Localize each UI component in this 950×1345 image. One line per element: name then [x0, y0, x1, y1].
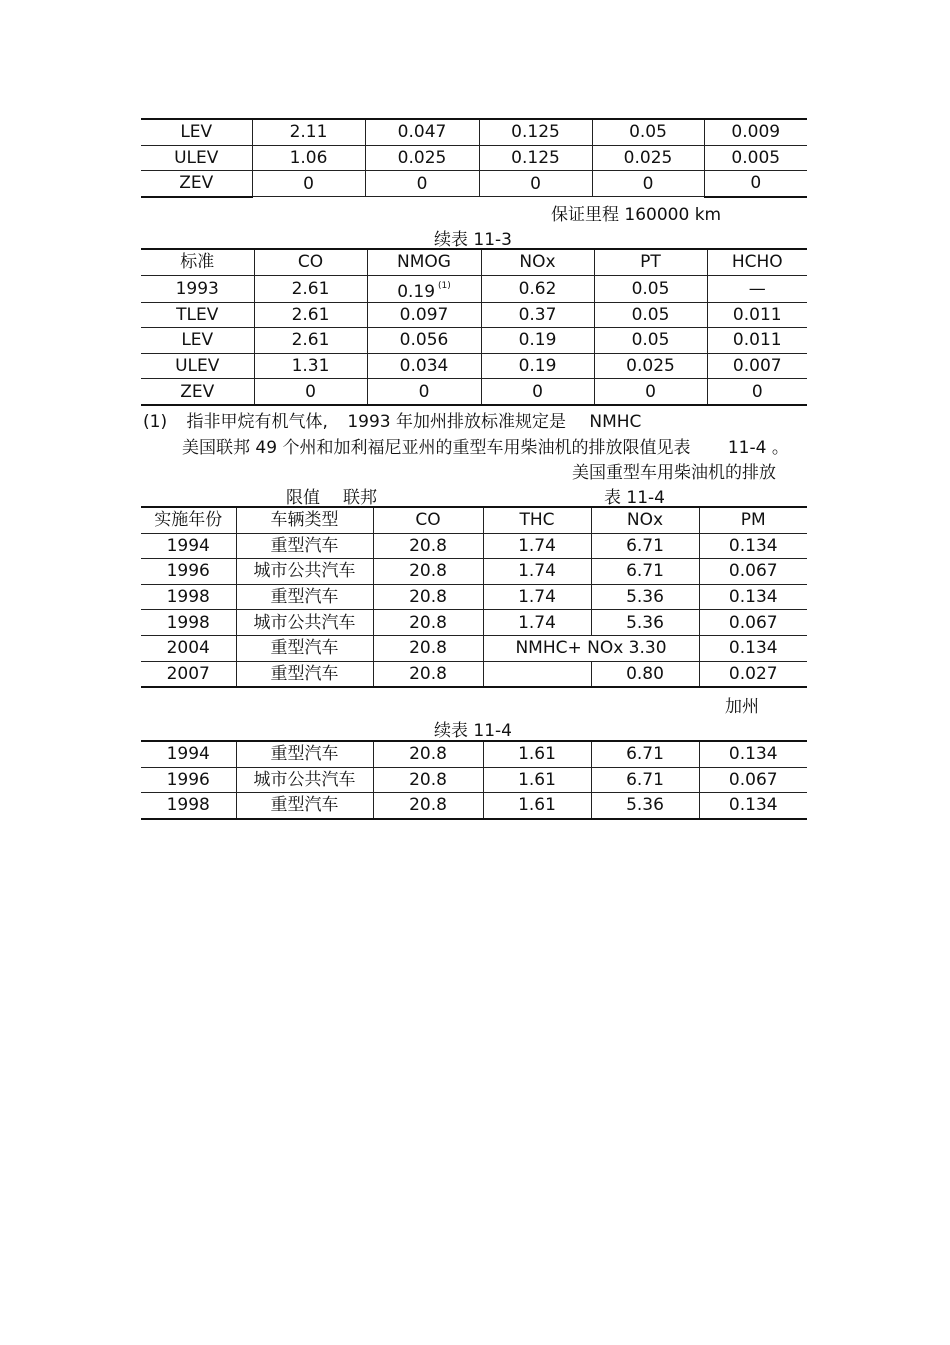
- table-cell: 0.025: [592, 145, 704, 171]
- table-cell: 0.80: [591, 661, 699, 687]
- table-cell: 1.61: [483, 793, 591, 819]
- table-cell: 5.36: [591, 610, 699, 636]
- table-cell: 0: [365, 171, 479, 197]
- paragraph-text: 美国联邦 49 个州和加利福尼亚州的重型车用柴油机的排放限值见表: [182, 438, 691, 458]
- table-cell: 6.71: [591, 767, 699, 793]
- table-cell: 0.05: [594, 302, 707, 328]
- table-cell: 重型汽车: [236, 635, 373, 661]
- table-caption: 续表 11-4: [434, 721, 512, 741]
- column-header: PT: [594, 249, 707, 275]
- table-cell: 0: [254, 379, 367, 405]
- table-cell: 0.047: [365, 119, 479, 145]
- column-header: PM: [699, 507, 807, 533]
- table-cell: 20.8: [373, 767, 483, 793]
- table-cell: 1993: [141, 275, 254, 302]
- table-cell: 0.134: [699, 533, 807, 559]
- table-cell: 重型汽车: [236, 661, 373, 687]
- table-title-left: 限值: [286, 488, 320, 508]
- column-header: 车辆类型: [236, 507, 373, 533]
- table-cell: 0.011: [707, 328, 807, 354]
- table-cell: 0: [707, 379, 807, 405]
- table-caption: 表 11-4: [604, 488, 665, 508]
- footnote-text-2: 1993 年加州排放标准规定是: [347, 412, 566, 432]
- table-cell: 0.134: [699, 741, 807, 767]
- table-cell: 20.8: [373, 635, 483, 661]
- table-cell: TLEV: [141, 302, 254, 328]
- table-cell: 5.36: [591, 793, 699, 819]
- table-cell: 1998: [141, 610, 236, 636]
- footnote-marker: (1): [438, 280, 451, 291]
- table-emission-standards-continued: [141, 118, 807, 198]
- footnote-mark: (1): [143, 412, 168, 432]
- table-cell: 0.009: [704, 119, 807, 145]
- table-cell: [483, 661, 591, 687]
- table-cell: 6.71: [591, 559, 699, 585]
- table-row: [141, 119, 807, 145]
- table-cell: 0.005: [704, 145, 807, 171]
- table-cell: 0.05: [594, 275, 707, 302]
- table-cell: 20.8: [373, 661, 483, 687]
- table-row: [141, 635, 807, 661]
- table-cell: 0: [479, 171, 592, 197]
- table-cell: 0.067: [699, 610, 807, 636]
- table-cell: 1994: [141, 741, 236, 767]
- body-paragraph: [182, 433, 789, 458]
- table-cell: ZEV: [141, 379, 254, 405]
- table-cell-merged: NMHC+ NOx 3.30: [483, 635, 699, 661]
- column-header: HCHO: [707, 249, 807, 275]
- column-header: CO: [373, 507, 483, 533]
- table-cell: 20.8: [373, 559, 483, 585]
- table-title: 美国重型车用柴油机的排放: [572, 463, 776, 483]
- table-cell: 重型汽车: [236, 793, 373, 819]
- table-emission-standards-11-3: [141, 248, 807, 406]
- column-header: NOx: [481, 249, 594, 275]
- table-row: [141, 533, 807, 559]
- table-row: [141, 171, 807, 197]
- table-cell: ZEV: [141, 171, 252, 197]
- table-cell: 2004: [141, 635, 236, 661]
- table-cell: 1996: [141, 767, 236, 793]
- table-cell: 0.027: [699, 661, 807, 687]
- column-header: 标准: [141, 249, 254, 275]
- table-cell: 0: [367, 379, 481, 405]
- table-cell: 0.125: [479, 145, 592, 171]
- table-row: [141, 793, 807, 819]
- table-cell: 城市公共汽车: [236, 559, 373, 585]
- table-row: [141, 302, 807, 328]
- table-cell: 1998: [141, 793, 236, 819]
- table-cell: 0.067: [699, 767, 807, 793]
- warranty-note: 保证里程 160000 km: [551, 205, 722, 225]
- table-cell: 1994: [141, 533, 236, 559]
- table-heavy-duty-federal: [141, 506, 807, 688]
- table-cell: 1.74: [483, 584, 591, 610]
- table-cell: 0.134: [699, 793, 807, 819]
- table-row: [141, 145, 807, 171]
- table-cell: 城市公共汽车: [236, 610, 373, 636]
- table-cell: 0.125: [479, 119, 592, 145]
- table-cell: 20.8: [373, 584, 483, 610]
- table-heavy-duty-california: [141, 740, 807, 820]
- table-cell: 重型汽车: [236, 533, 373, 559]
- table-cell: 20.8: [373, 533, 483, 559]
- table-cell: 1.61: [483, 767, 591, 793]
- table-row: [141, 741, 807, 767]
- table-cell: 20.8: [373, 741, 483, 767]
- table-cell: 1.74: [483, 559, 591, 585]
- table-header-row: [141, 249, 807, 275]
- table-cell: 0.025: [594, 353, 707, 379]
- table-cell: 0.05: [592, 119, 704, 145]
- column-header: 实施年份: [141, 507, 236, 533]
- table-cell: 0.134: [699, 635, 807, 661]
- table-row: [141, 610, 807, 636]
- table-cell: 6.71: [591, 533, 699, 559]
- table-cell: 0.19: [481, 353, 594, 379]
- table-cell: 1.61: [483, 741, 591, 767]
- table-cell: [367, 275, 481, 302]
- table-row: [141, 328, 807, 354]
- table-cell: 0.056: [367, 328, 481, 354]
- table-caption: 续表 11-3: [434, 230, 512, 250]
- table-row: [141, 584, 807, 610]
- table-cell: 0.19: [481, 328, 594, 354]
- table-section-california: 加州: [725, 697, 759, 717]
- table-cell: 0: [252, 171, 365, 197]
- footnote-text: 指非甲烷有机气体,: [186, 412, 328, 432]
- table-cell: 1.06: [252, 145, 365, 171]
- table-cell: 0.067: [699, 559, 807, 585]
- table-section-federal: 联邦: [343, 488, 377, 508]
- table-cell: 0: [704, 171, 807, 197]
- table-cell: 0.05: [594, 328, 707, 354]
- table-cell: 2.61: [254, 328, 367, 354]
- table-row: [141, 275, 807, 302]
- column-header: NMOG: [367, 249, 481, 275]
- table-cell: 0.007: [707, 353, 807, 379]
- table-row: [141, 559, 807, 585]
- table-cell: ULEV: [141, 145, 252, 171]
- table-cell-value: 0.19: [397, 281, 436, 302]
- table-cell: 0.025: [365, 145, 479, 171]
- table-cell: 20.8: [373, 793, 483, 819]
- column-header: CO: [254, 249, 367, 275]
- column-header: THC: [483, 507, 591, 533]
- table-cell: 0.62: [481, 275, 594, 302]
- table-cell: LEV: [141, 119, 252, 145]
- table-cell: 1.31: [254, 353, 367, 379]
- table-cell: 0.37: [481, 302, 594, 328]
- table-cell: 0: [592, 171, 704, 197]
- table-row: [141, 661, 807, 687]
- table-cell: —: [707, 275, 807, 302]
- table-cell: 1996: [141, 559, 236, 585]
- table-cell: 1.74: [483, 533, 591, 559]
- table-cell: 0.034: [367, 353, 481, 379]
- table-cell: ULEV: [141, 353, 254, 379]
- paragraph-table-ref: 11-4 。: [727, 438, 789, 458]
- table-cell: 5.36: [591, 584, 699, 610]
- table-row: [141, 353, 807, 379]
- table-cell: 2.61: [254, 302, 367, 328]
- table-cell: 1998: [141, 584, 236, 610]
- table-cell: 2007: [141, 661, 236, 687]
- column-header: NOx: [591, 507, 699, 533]
- table-row: [141, 767, 807, 793]
- table-row: [141, 379, 807, 405]
- table-cell: 0: [481, 379, 594, 405]
- footnote: [143, 407, 641, 432]
- table-cell: 0.134: [699, 584, 807, 610]
- table-cell: 2.61: [254, 275, 367, 302]
- table-cell: 城市公共汽车: [236, 767, 373, 793]
- table-cell: 2.11: [252, 119, 365, 145]
- footnote-text-3: NMHC: [589, 412, 642, 432]
- table-cell: 6.71: [591, 741, 699, 767]
- table-cell: 重型汽车: [236, 584, 373, 610]
- table-cell: 0.097: [367, 302, 481, 328]
- table-header-row: [141, 507, 807, 533]
- table-cell: 0: [594, 379, 707, 405]
- table-cell: 重型汽车: [236, 741, 373, 767]
- table-cell: 0.011: [707, 302, 807, 328]
- table-cell: LEV: [141, 328, 254, 354]
- table-cell: 1.74: [483, 610, 591, 636]
- table-cell: 20.8: [373, 610, 483, 636]
